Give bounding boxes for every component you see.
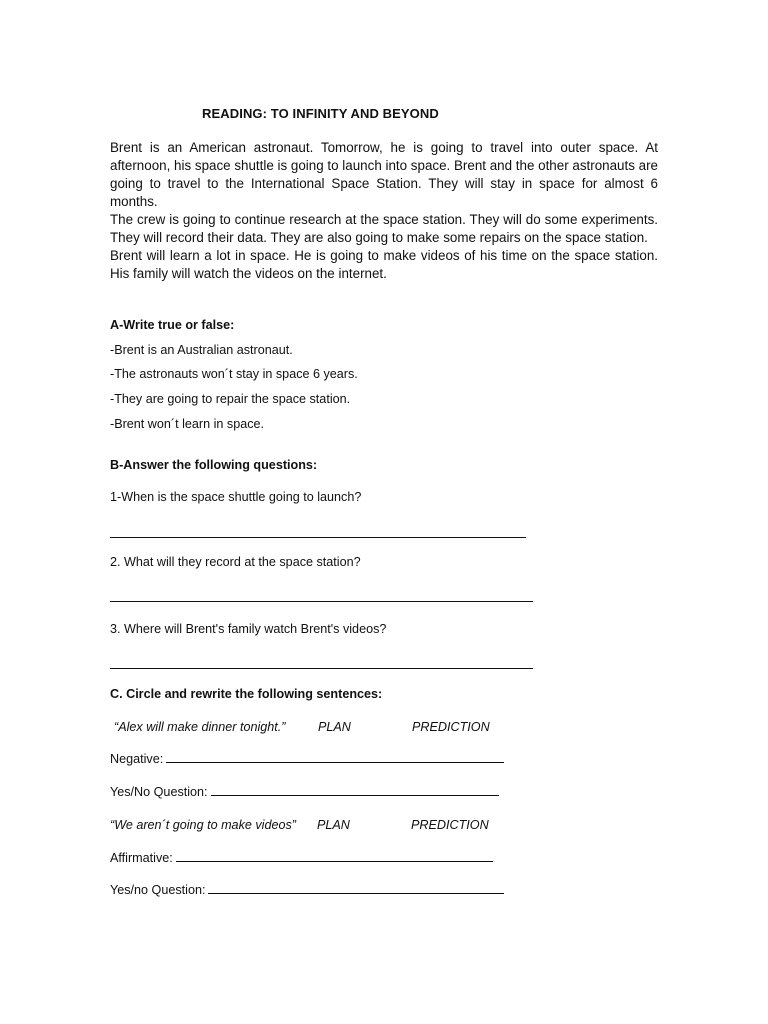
sentence-2: “We aren´t going to make videos” <box>110 818 296 832</box>
question-2: 2. What will they record at the space station? <box>110 555 361 569</box>
reading-paragraph-1: Brent is an American astronaut. Tomorrow, he is going to travel into outer space. At afternoon, his space shuttle is going to launch into space. Brent and the other astronauts are going to travel to the International Space Station. They will stay in space for almost 6 months. <box>110 140 658 209</box>
answer-line-2[interactable] <box>110 601 533 602</box>
affirmative-row <box>110 851 493 865</box>
answer-line-3[interactable] <box>110 668 533 669</box>
affirmative-label: Affirmative: <box>110 851 173 865</box>
yes-no-question-label-2: Yes/no Question: <box>110 883 206 897</box>
sentence-1: “Alex will make dinner tonight.” <box>114 720 286 734</box>
question-3: 3. Where will Brent's family watch Brent's videos? <box>110 622 387 636</box>
negative-row <box>110 752 504 766</box>
true-false-item-2: -The astronauts won´t stay in space 6 years. <box>110 367 358 381</box>
reading-passage <box>110 139 658 283</box>
answer-line-1[interactable] <box>110 537 526 538</box>
true-false-item-3: -They are going to repair the space station. <box>110 392 351 406</box>
negative-answer-line[interactable] <box>166 752 504 763</box>
yes-no-question-label-1: Yes/No Question: <box>110 785 208 799</box>
negative-label: Negative: <box>110 752 164 766</box>
true-false-item-1: -Brent is an Australian astronaut. <box>110 343 293 357</box>
section-b-heading: B-Answer the following questions: <box>110 458 318 472</box>
yes-no-question-row-2 <box>110 883 504 897</box>
question-1: 1-When is the space shuttle going to launch? <box>110 490 362 504</box>
sentence-1-option-prediction[interactable]: PREDICTION <box>412 720 490 734</box>
section-c-heading: C. Circle and rewrite the following sentences: <box>110 687 383 701</box>
reading-paragraph-3: Brent will learn a lot in space. He is going to make videos of his time on the space station. His family will watch the videos on the internet. <box>110 248 658 281</box>
sentence-2-option-plan[interactable]: PLAN <box>317 818 350 832</box>
page-title: READING: TO INFINITY AND BEYOND <box>202 106 439 121</box>
sentence-2-option-prediction[interactable]: PREDICTION <box>411 818 489 832</box>
affirmative-answer-line[interactable] <box>176 851 493 862</box>
yes-no-question-answer-line-1[interactable] <box>211 785 499 796</box>
true-false-item-4: -Brent won´t learn in space. <box>110 417 264 431</box>
yes-no-question-answer-line-2[interactable] <box>208 883 504 894</box>
reading-paragraph-2: The crew is going to continue research at the space station. They will do some experiments. They will record their data. They are also going to make some repairs on the space station. <box>110 212 658 245</box>
yes-no-question-row-1 <box>110 785 499 799</box>
sentence-1-option-plan[interactable]: PLAN <box>318 720 351 734</box>
section-a-heading: A-Write true or false: <box>110 318 235 332</box>
